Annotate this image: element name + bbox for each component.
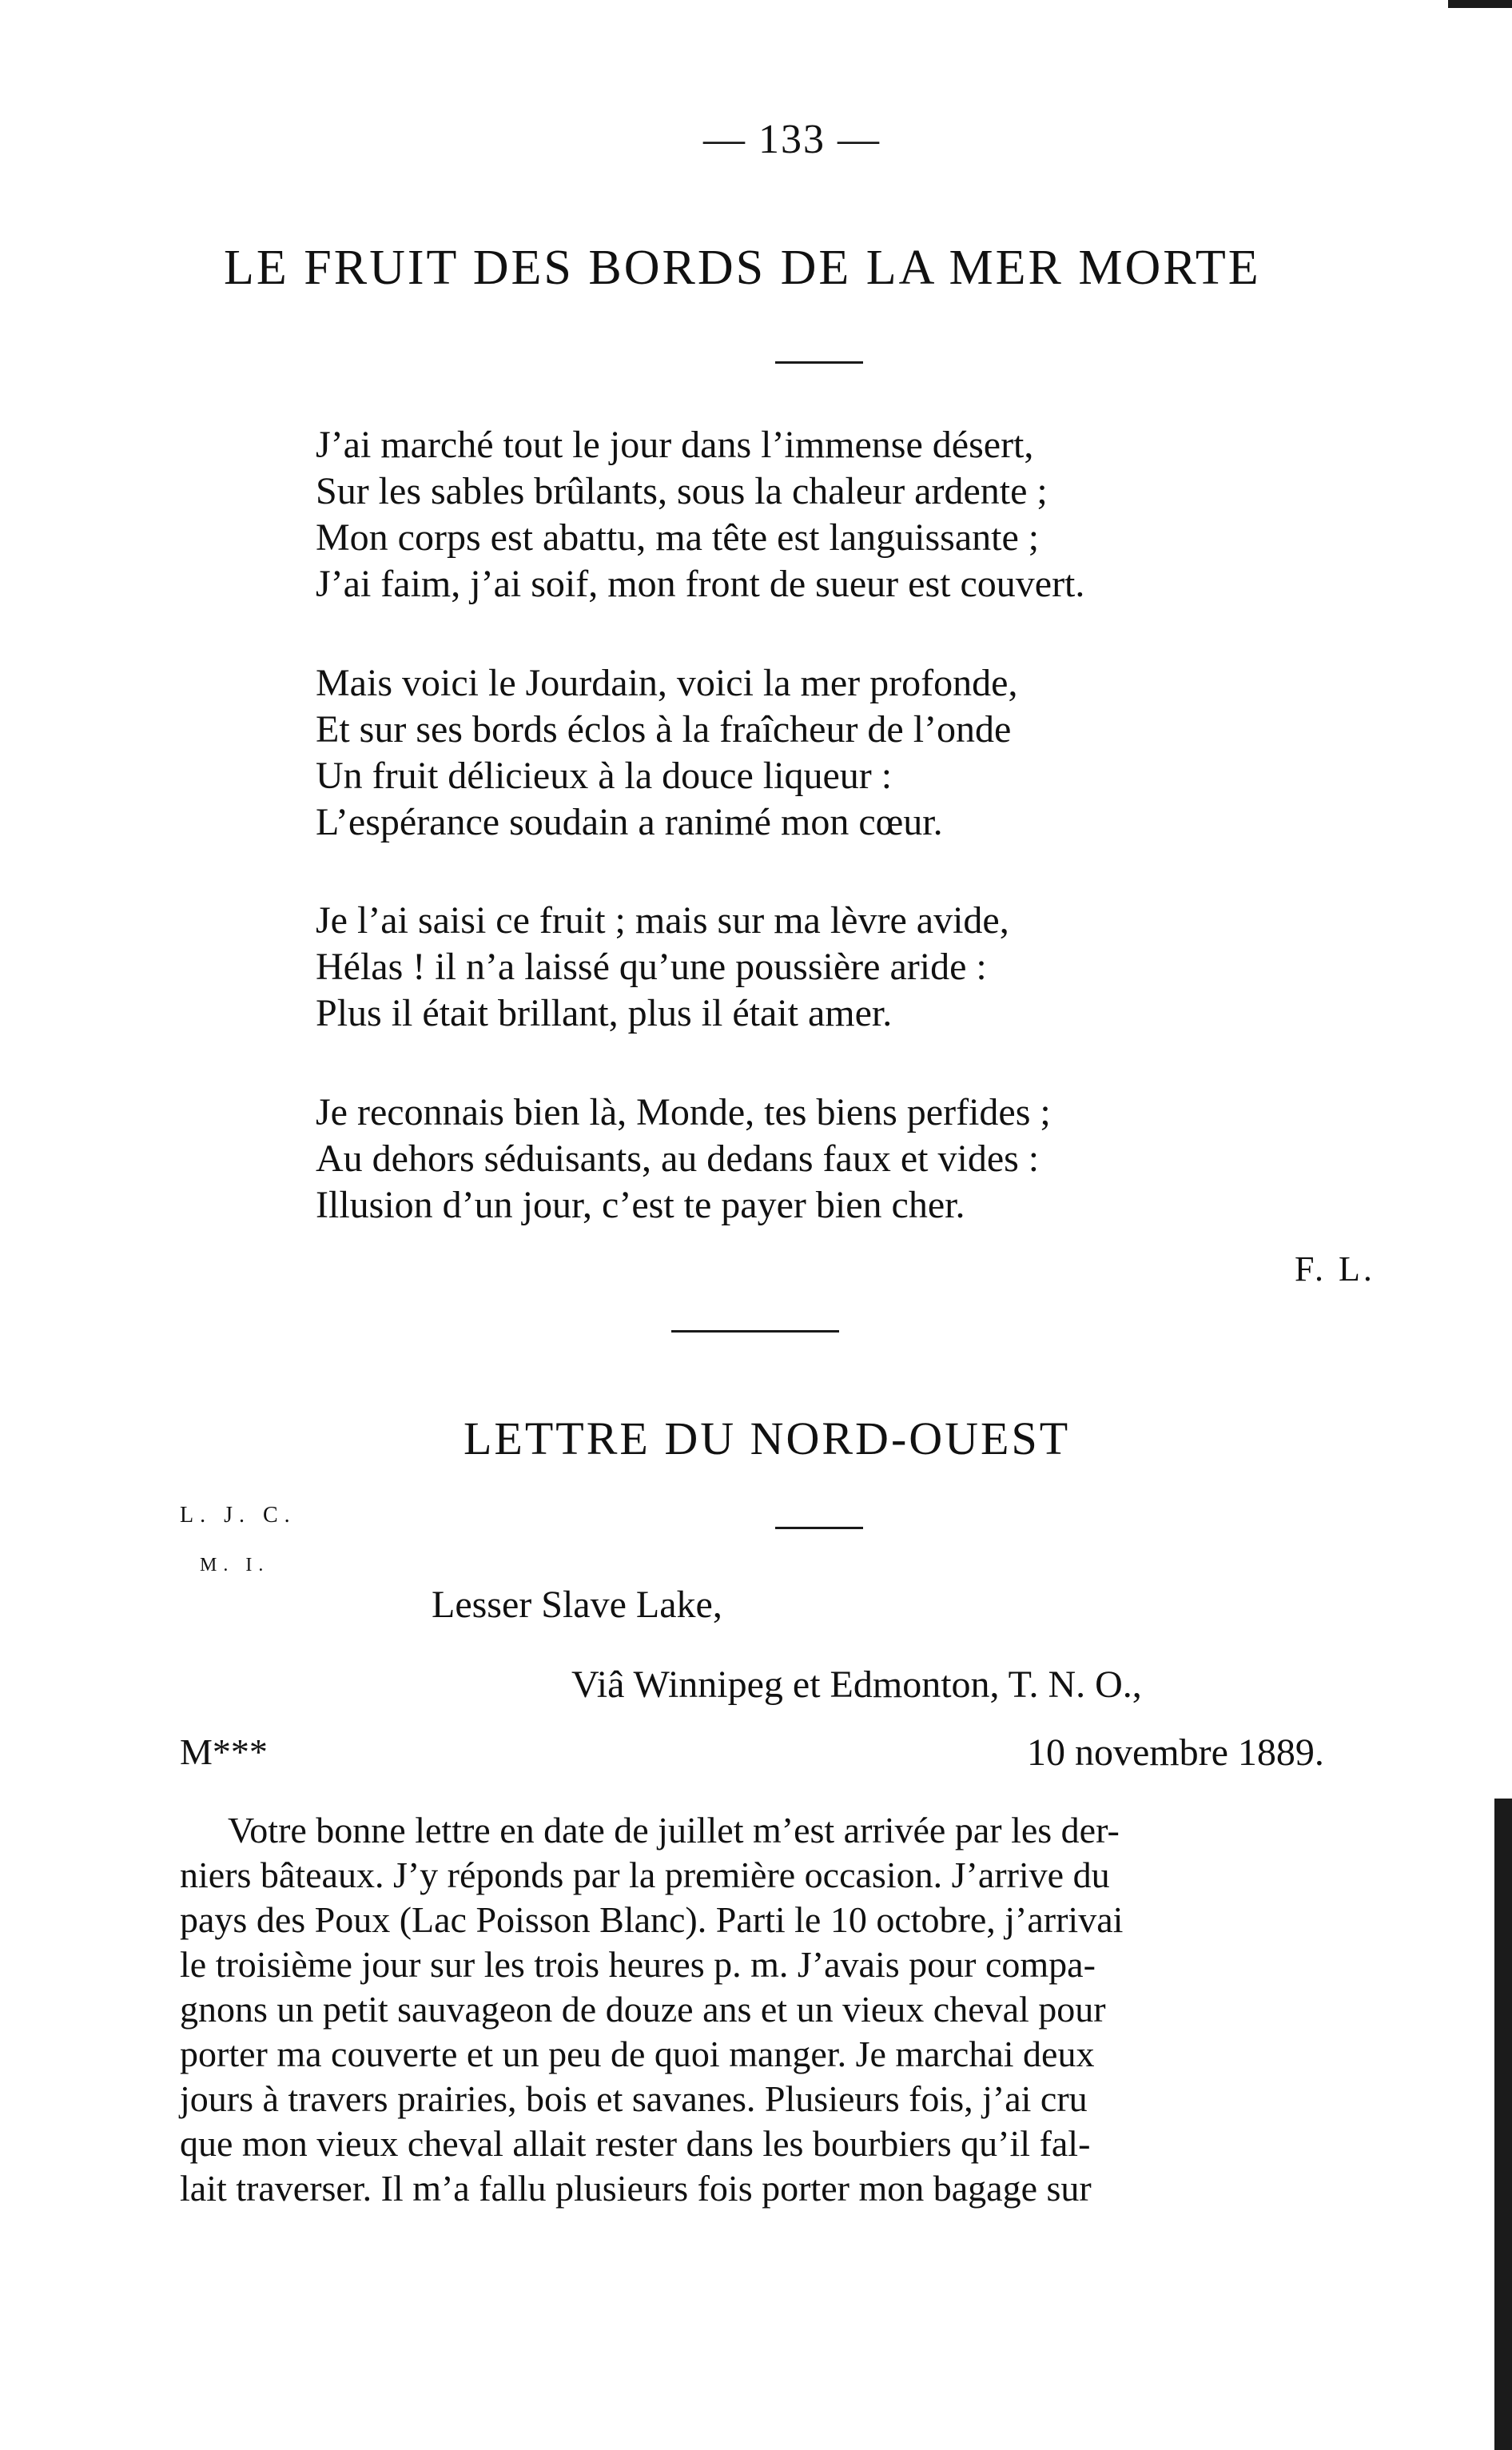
poem-line: Plus il était brillant, plus il était amer. <box>316 992 893 1034</box>
body-line: lait traverser. Il m’a fallu plusieurs fois porter mon bagage sur <box>180 2168 1092 2209</box>
page-edge-mark <box>1448 0 1512 8</box>
poem-line: Et sur ses bords éclos à la fraîcheur de l’onde <box>316 708 1012 751</box>
poem-stanza-4 <box>316 1090 1355 1229</box>
poem-line: Sur les sables brûlants, sous la chaleur ardente ; <box>316 470 1048 512</box>
poem-title: LE FRUIT DES BORDS DE LA MER MORTE <box>224 241 1261 295</box>
margin-mark: M. I. <box>200 1555 270 1576</box>
body-line: le troisième jour sur les trois heures p. m. J’avais pour compa- <box>180 1944 1096 1985</box>
page-number: — 133 — <box>703 117 881 162</box>
letter-salutation: M*** <box>180 1731 268 1772</box>
margin-mark: L. J. C. <box>180 1503 296 1528</box>
body-line: porter ma couverte et un peu de quoi manger. Je marchai deux <box>180 2034 1095 2074</box>
poem-line: Mais voici le Jourdain, voici la mer profonde, <box>316 662 1018 704</box>
poem-stanza-3 <box>316 898 1355 1037</box>
body-line: que mon vieux cheval allait rester dans les bourbiers qu’il fal- <box>180 2123 1091 2164</box>
poem-line: Au dehors séduisants, au dedans faux et vides : <box>316 1137 1040 1180</box>
letter-body <box>180 1808 1418 2211</box>
poem-line: Illusion d’un jour, c’est te payer bien cher. <box>316 1184 965 1226</box>
letter-title-divider <box>775 1527 863 1529</box>
letter-title: LETTRE DU NORD-OUEST <box>464 1412 1071 1464</box>
poem-line: Je l’ai saisi ce fruit ; mais sur ma lèvre avide, <box>316 899 1009 942</box>
poem-signature: F. L. <box>1295 1249 1375 1289</box>
poem-line: Mon corps est abattu, ma tête est languissante ; <box>316 516 1040 559</box>
poem-line: Hélas ! il n’a laissé qu’une poussière aride : <box>316 946 987 988</box>
body-line: jours à travers prairies, bois et savanes. Plusieurs fois, j’ai cru <box>180 2078 1088 2119</box>
poem-stanza-1 <box>316 422 1355 608</box>
page-edge-shadow <box>1494 1799 1512 2450</box>
title-divider <box>775 361 863 364</box>
section-divider <box>671 1330 839 1333</box>
poem-line: L’espérance soudain a ranimé mon cœur. <box>316 801 943 843</box>
poem-line: J’ai marché tout le jour dans l’immense désert, <box>316 424 1034 466</box>
body-line: gnons un petit sauvageon de douze ans et un vieux cheval pour <box>180 1989 1106 2030</box>
poem-line: Je reconnais bien là, Monde, tes biens perfides ; <box>316 1091 1051 1133</box>
letter-date: 10 novembre 1889. <box>1027 1731 1324 1774</box>
letter-address-line: Viâ Winnipeg et Edmonton, T. N. O., <box>571 1663 1142 1706</box>
letter-address-line: Lesser Slave Lake, <box>432 1584 722 1626</box>
poem-line: Un fruit délicieux à la douce liqueur : <box>316 755 893 797</box>
poem-stanza-2 <box>316 660 1355 846</box>
body-line: Votre bonne lettre en date de juillet m’est arrivée par les der- <box>228 1810 1120 1850</box>
body-line: pays des Poux (Lac Poisson Blanc). Parti le 10 octobre, j’arrivai <box>180 1899 1124 1940</box>
body-line: niers bâteaux. J’y réponds par la première occasion. J’arrive du <box>180 1854 1110 1895</box>
poem-line: J’ai faim, j’ai soif, mon front de sueur est couvert. <box>316 563 1085 605</box>
